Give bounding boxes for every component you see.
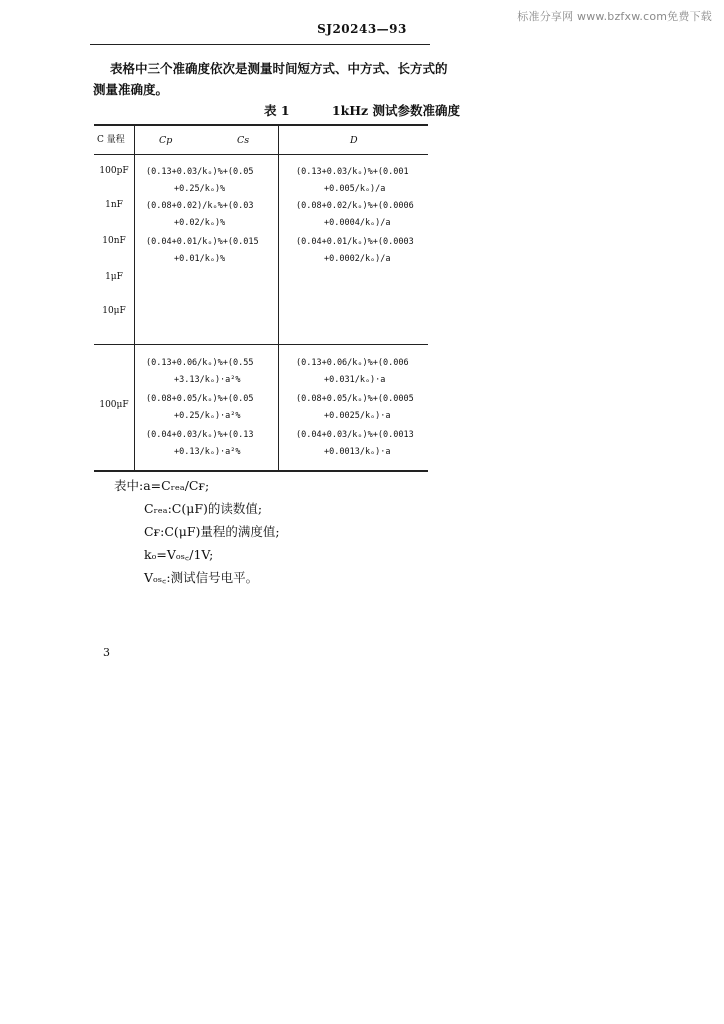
header-rule	[90, 44, 430, 45]
c-accuracy-formula: (0.08+0.02)/kₒ%+(0.03 +0.02/kₒ)%	[146, 201, 254, 228]
table-bottom-rule	[94, 470, 428, 472]
d-accuracy-formula: (0.08+0.02/kₒ)%+(0.0006 +0.0004/kₒ)/a	[296, 201, 414, 228]
table-top-rule	[94, 124, 428, 126]
header-cs: Cs	[237, 135, 250, 146]
note-line: 表中:a=Cᵣₑₐ/Cғ;	[114, 478, 210, 493]
header-range: C 量程	[97, 135, 125, 145]
c-accuracy-formula: (0.13+0.03/kₒ)%+(0.05 +0.25/kₒ)%	[146, 167, 254, 194]
c-accuracy-formula: (0.04+0.01/kₒ)%+(0.015 +0.01/kₒ)%	[146, 237, 259, 264]
d-accuracy-formula: (0.04+0.03/kₒ)%+(0.0013 +0.0013/kₒ)·a	[296, 430, 414, 457]
table-group-rule	[94, 344, 428, 345]
note-line: Cғ:C(μF)量程的满度值;	[144, 524, 280, 539]
d-accuracy-formula: (0.08+0.05/kₒ)%+(0.0005 +0.0025/kₒ)·a	[296, 394, 414, 421]
table-caption-title: 1kHz 测试参数准确度	[331, 103, 461, 118]
header-cp: Cp	[159, 135, 173, 146]
c-accuracy-formula: (0.04+0.03/kₒ)%+(0.13 +0.13/kₒ)·a²%	[146, 430, 254, 457]
watermark-text: 标准分享网 www.bzfxw.com免费下载	[517, 10, 712, 23]
intro-line-1: 表格中三个准确度依次是测量时间短方式、中方式、长方式的	[110, 61, 448, 76]
header-d: D	[350, 135, 358, 146]
range-label: 1nF	[105, 200, 123, 210]
range-label: 1μF	[105, 272, 123, 282]
table-caption-number: 表 1	[263, 103, 290, 118]
intro-line-2: 测量准确度。	[93, 82, 169, 97]
d-accuracy-formula: (0.04+0.01/kₒ)%+(0.0003 +0.0002/kₒ)/a	[296, 237, 414, 264]
page-number: 3	[103, 646, 110, 659]
table-col-divider-1	[134, 124, 135, 471]
range-label: 10nF	[102, 236, 126, 246]
intro-paragraph	[93, 58, 448, 100]
table-caption	[0, 101, 724, 119]
table-col-divider-2	[278, 124, 279, 471]
range-label: 10μF	[102, 306, 126, 316]
range-label: 100μF	[99, 400, 129, 410]
note-line: kₒ=Vₒₛ꜀/1V;	[144, 547, 214, 562]
c-accuracy-formula: (0.08+0.05/kₒ)%+(0.05 +0.25/kₒ)·a²%	[146, 394, 254, 421]
note-line: Cᵣₑₐ:C(μF)的读数值;	[144, 501, 263, 516]
c-accuracy-formula: (0.13+0.06/kₒ)%+(0.55 +3.13/kₒ)·a²%	[146, 358, 254, 385]
d-accuracy-formula: (0.13+0.06/kₒ)%+(0.006 +0.031/kₒ)·a	[296, 358, 409, 385]
table-notes	[114, 474, 280, 589]
range-label: 100pF	[99, 166, 129, 176]
note-line: Vₒₛ꜀:测试信号电平。	[144, 570, 259, 585]
table-header-rule	[94, 154, 428, 155]
document-id: SJ20243—93	[317, 22, 407, 36]
d-accuracy-formula: (0.13+0.03/kₒ)%+(0.001 +0.005/kₒ)/a	[296, 167, 409, 194]
